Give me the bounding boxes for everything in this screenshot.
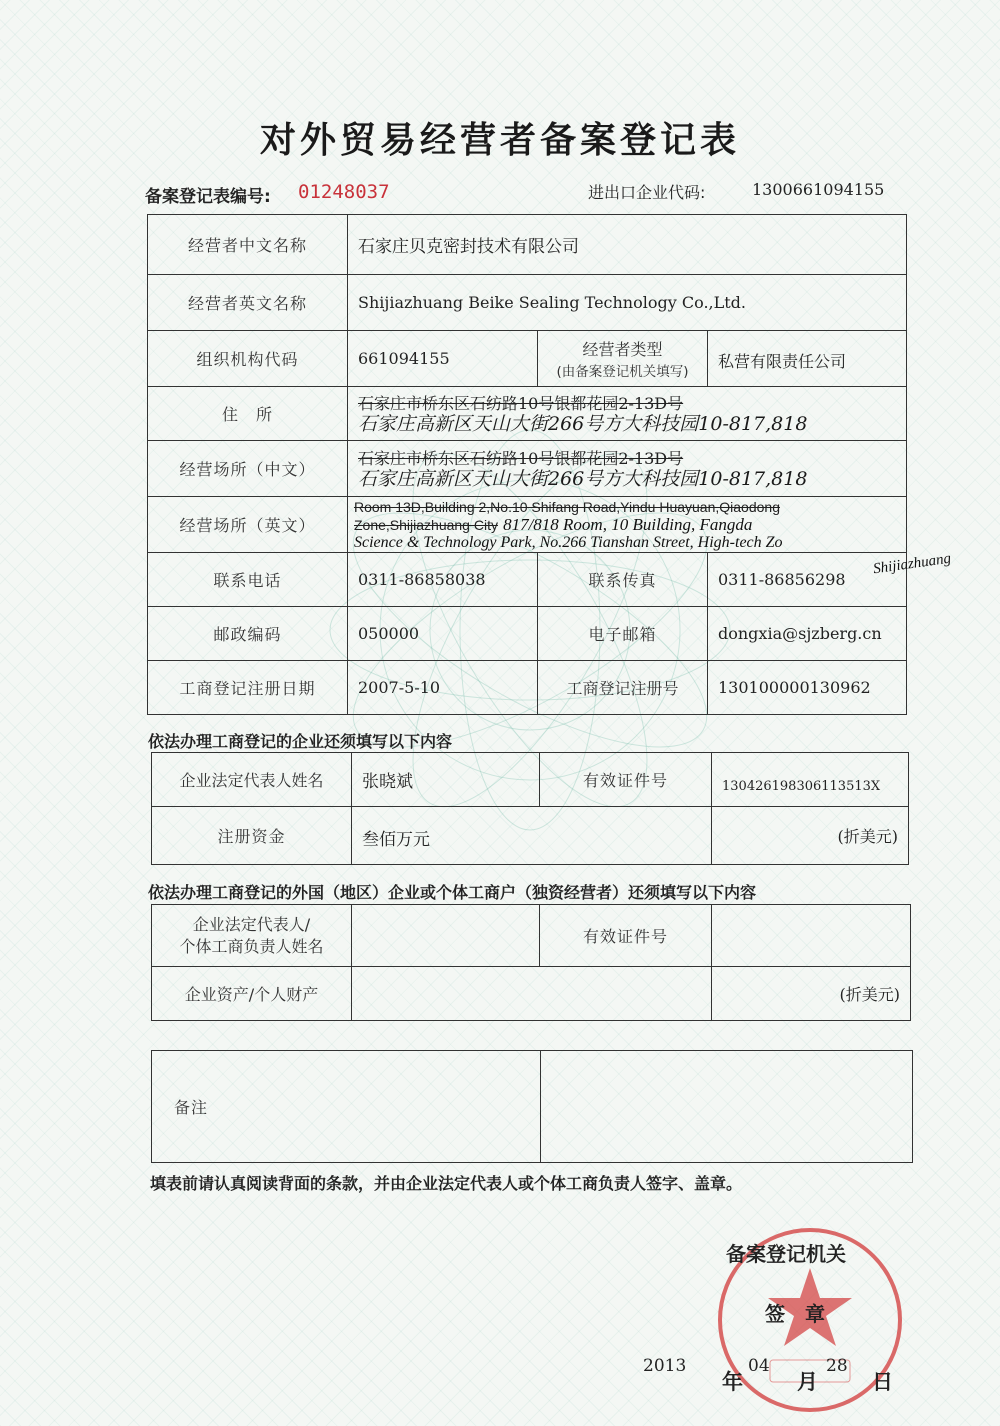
section2-table bbox=[151, 752, 909, 865]
biz-place-cn-old: 石家庄市桥东区石纺路10号银都花园2-13D号 bbox=[358, 448, 684, 468]
email-value: dongxia@sjzberg.cn bbox=[708, 607, 907, 661]
biz-place-cn-label: 经营场所（中文） bbox=[148, 441, 348, 497]
phone-value: 0311-86858038 bbox=[348, 553, 538, 607]
operator-type-label-note: (由备案登记机关填写) bbox=[556, 364, 689, 380]
date-year: 2013 bbox=[643, 1356, 687, 1376]
address-old: 石家庄市桥东区石纺路10号银都花园2-13D号 bbox=[358, 393, 684, 413]
foreign-rep-label bbox=[152, 905, 352, 967]
biz-place-en-handwritten-3: Shijiazhuang bbox=[872, 550, 953, 578]
reg-date-value: 2007-5-10 bbox=[348, 661, 538, 715]
legal-rep-value: 张晓斌 bbox=[352, 753, 540, 807]
remarks-table bbox=[151, 1050, 913, 1163]
remarks-value bbox=[541, 1051, 913, 1163]
org-code-value: 661094155 bbox=[348, 331, 538, 387]
month-char: 月 bbox=[797, 1370, 818, 1394]
reg-no-label: 备案登记表编号: bbox=[145, 187, 271, 207]
foreign-id-label: 有效证件号 bbox=[540, 905, 712, 967]
en-name-value: Shijiazhuang Beike Sealing Technology Co.,Ltd. bbox=[348, 275, 907, 331]
foreign-rep-value bbox=[352, 905, 540, 967]
biz-place-cn-cell bbox=[348, 441, 907, 497]
operator-type-value: 私营有限责任公司 bbox=[708, 331, 907, 387]
operator-type-label-main: 经营者类型 bbox=[582, 340, 663, 359]
capital-label: 注册资金 bbox=[152, 807, 352, 865]
biz-place-cn-handwritten: 石家庄高新区天山大街266号方大科技园10-817,818 bbox=[358, 467, 808, 490]
zip-label: 邮政编码 bbox=[148, 607, 348, 661]
address-cell bbox=[348, 387, 907, 441]
capital-value: 叁佰万元 bbox=[352, 807, 712, 865]
cn-name-value: 石家庄贝克密封技术有限公司 bbox=[348, 215, 907, 275]
ie-code-label: 进出口企业代码: bbox=[588, 183, 706, 202]
day-char: 日 bbox=[872, 1370, 893, 1394]
reg-num-label: 工商登记注册号 bbox=[538, 661, 708, 715]
remarks-label: 备注 bbox=[152, 1051, 541, 1163]
reg-no-value: 01248037 bbox=[298, 181, 390, 203]
biz-place-en-cell bbox=[348, 497, 907, 553]
form-title: 对外贸易经营者备案登记表 bbox=[259, 120, 740, 161]
reg-date-label: 工商登记注册日期 bbox=[148, 661, 348, 715]
address-handwritten: 石家庄高新区天山大街266号方大科技园10-817,818 bbox=[358, 412, 808, 435]
fax-value: 0311-86856298 bbox=[708, 553, 907, 607]
phone-label: 联系电话 bbox=[148, 553, 348, 607]
biz-place-en-label: 经营场所（英文） bbox=[148, 497, 348, 553]
seal-label: 签 章 bbox=[765, 1302, 825, 1326]
year-char: 年 bbox=[722, 1370, 743, 1394]
date-month: 04 bbox=[748, 1356, 770, 1376]
id-label: 有效证件号 bbox=[540, 753, 712, 807]
address-label: 住 所 bbox=[148, 387, 348, 441]
foreign-rep-label-1: 企业法定代表人/ bbox=[192, 914, 311, 934]
main-form-table bbox=[147, 214, 907, 715]
biz-place-en-handwritten-1: 817/818 Room, 10 Building, Fangda bbox=[503, 514, 753, 534]
reg-num-value: 130100000130962 bbox=[708, 661, 907, 715]
fax-label: 联系传真 bbox=[538, 553, 708, 607]
biz-place-en-old-2: Zone,Shijiazhuang City bbox=[354, 516, 498, 533]
instruction-note: 填表前请认真阅读背面的条款，并由企业法定代表人或个体工商负责人签字、盖章。 bbox=[150, 1174, 743, 1193]
cn-name-label: 经营者中文名称 bbox=[148, 215, 348, 275]
section3-table bbox=[151, 904, 911, 1021]
zip-value: 050000 bbox=[348, 607, 538, 661]
email-label: 电子邮箱 bbox=[538, 607, 708, 661]
assets-usd-note: (折美元) bbox=[712, 967, 911, 1021]
foreign-id-value bbox=[712, 905, 911, 967]
section2-heading: 依法办理工商登记的企业还须填写以下内容 bbox=[148, 732, 453, 751]
legal-rep-label: 企业法定代表人姓名 bbox=[152, 753, 352, 807]
assets-value bbox=[352, 967, 712, 1021]
capital-usd-note: (折美元) bbox=[712, 807, 909, 865]
section3-heading: 依法办理工商登记的外国（地区）企业或个体工商户（独资经营者）还须填写以下内容 bbox=[148, 883, 757, 902]
foreign-rep-label-2: 个体工商负责人姓名 bbox=[179, 936, 324, 956]
en-name-label: 经营者英文名称 bbox=[148, 275, 348, 331]
operator-type-label bbox=[538, 331, 708, 387]
date-day: 28 bbox=[826, 1356, 848, 1376]
id-value: 130426198306113513X bbox=[712, 753, 909, 807]
biz-place-en-old-1: Room 13D,Building 2,No.10 Shifang Road,Yindu Huayuan,Qiaodong bbox=[354, 498, 780, 515]
biz-place-en-handwritten-2: Science & Technology Park, No.266 Tianshan Street, High-tech Zo bbox=[354, 533, 783, 551]
ie-code-value: 1300661094155 bbox=[752, 180, 885, 199]
org-code-label: 组织机构代码 bbox=[148, 331, 348, 387]
assets-label: 企业资产/个人财产 bbox=[152, 967, 352, 1021]
authority-label: 备案登记机关 bbox=[726, 1242, 846, 1266]
